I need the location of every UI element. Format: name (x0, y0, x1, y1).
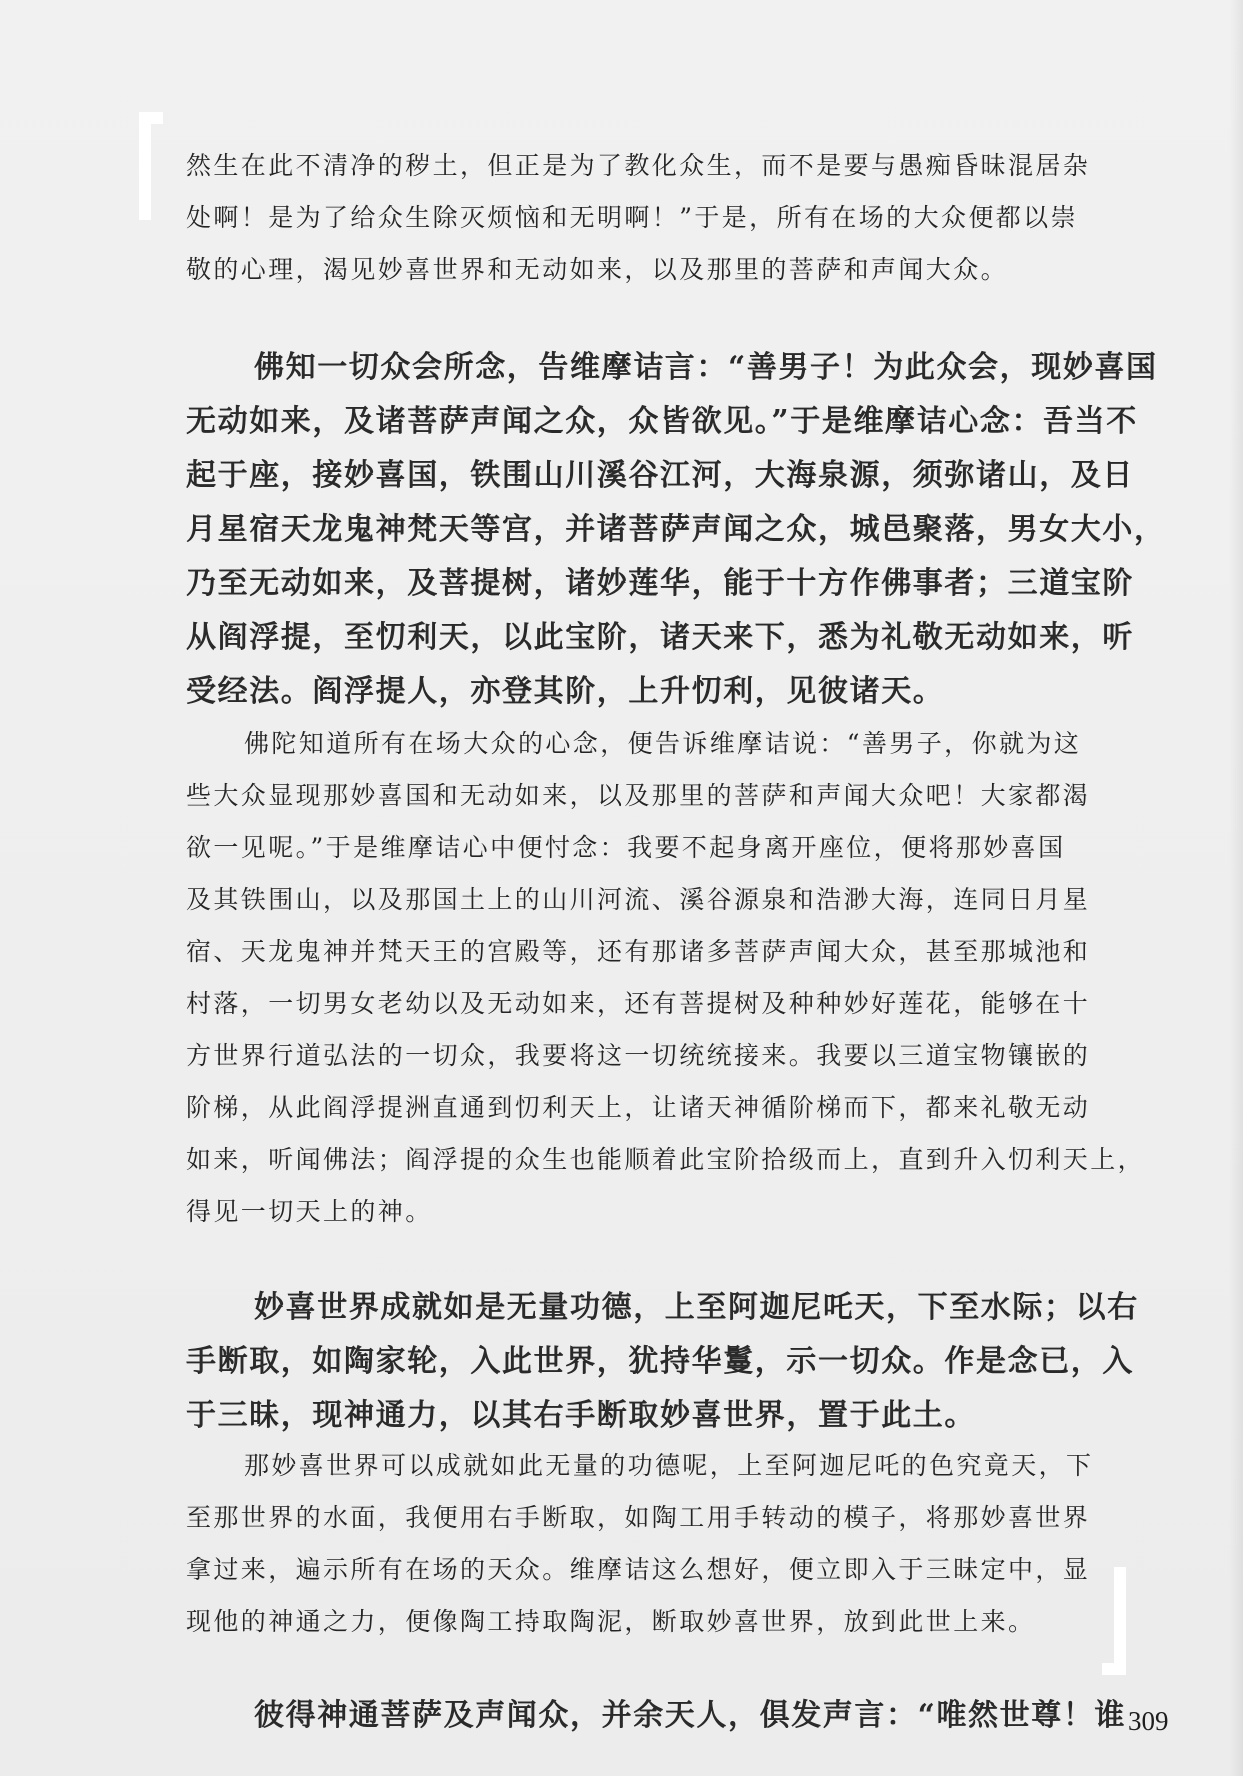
scan-edge-shadow (1229, 0, 1243, 1776)
text-line: 如来，听闻佛法；阎浮提的众生也能顺着此宝阶拾级而上，直到升入忉利天上， (186, 1145, 1146, 1174)
text-line: 方世界行道弘法的一切众，我要将这一切统统接来。我要以三道宝物镶嵌的 (186, 1041, 1091, 1070)
text-line: 宿、天龙鬼神并梵天王的宫殿等，还有那诸多菩萨声闻大众，甚至那城池和 (186, 937, 1091, 966)
text-line: 妙喜世界成就如是无量功德，上至阿迦尼吒天，下至水际；以右 (254, 1290, 1139, 1325)
text-line: 至那世界的水面，我便用右手断取，如陶工用手转动的模子，将那妙喜世界 (186, 1503, 1091, 1532)
text-line: 然生在此不清净的秽土，但正是为了教化众生，而不是要与愚痴昏昧混居杂 (186, 151, 1091, 180)
text-line: 受经法。阎浮提人，亦登其阶，上升忉利，见彼诸天。 (186, 674, 945, 709)
text-line: 欲一见呢。”于是维摩诘心中便忖念：我要不起身离开座位，便将那妙喜国 (186, 833, 1066, 862)
text-line: 佛知一切众会所念，告维摩诘言：“善男子！为此众会，现妙喜国 (254, 350, 1158, 385)
corner-bracket-bottom-right (1102, 1567, 1126, 1675)
text-line: 从阎浮提，至忉利天，以此宝阶，诸天来下，悉为礼敬无动如来，听 (186, 620, 1134, 655)
text-line: 佛陀知道所有在场大众的心念，便告诉维摩诘说：“善男子，你就为这 (244, 729, 1082, 758)
text-line: 现他的神通之力，便像陶工持取陶泥，断取妙喜世界，放到此世上来。 (186, 1607, 1036, 1636)
text-line: 彼得神通菩萨及声闻众，并余天人，俱发声言：“唯然世尊！谁 (254, 1698, 1127, 1733)
text-line: 手断取，如陶家轮，入此世界，犹持华鬘，示一切众。作是念已，入 (186, 1344, 1134, 1379)
text-line: 乃至无动如来，及菩提树，诸妙莲华，能于十方作佛事者；三道宝阶 (186, 566, 1134, 601)
text-line: 月星宿天龙鬼神梵天等宫，并诸菩萨声闻之众，城邑聚落，男女大小， (186, 512, 1166, 547)
page-number: 309 (1128, 1706, 1169, 1736)
text-line: 那妙喜世界可以成就如此无量的功德呢，上至阿迦尼吒的色究竟天，下 (244, 1451, 1094, 1480)
text-line: 得见一切天上的神。 (186, 1197, 433, 1226)
text-line: 敬的心理，渴见妙喜世界和无动如来，以及那里的菩萨和声闻大众。 (186, 255, 1009, 284)
text-line: 拿过来，遍示所有在场的天众。维摩诘这么想好，便立即入于三昧定中，显 (186, 1555, 1091, 1584)
text-line: 起于座，接妙喜国，铁围山川溪谷江河，大海泉源，须弥诸山，及日 (186, 458, 1134, 493)
text-line: 于三昧，现神通力，以其右手断取妙喜世界，置于此土。 (186, 1398, 976, 1433)
text-line: 村落，一切男女老幼以及无动如来，还有菩提树及种种妙好莲花，能够在十 (186, 989, 1091, 1018)
text-line: 处啊！是为了给众生除灭烦恼和无明啊！”于是，所有在场的大众便都以崇 (186, 203, 1078, 232)
corner-bracket-top-left (139, 112, 163, 220)
text-line: 及其铁围山，以及那国土上的山川河流、溪谷源泉和浩渺大海，连同日月星 (186, 885, 1091, 914)
text-line: 无动如来，及诸菩萨声闻之众，众皆欲见。”于是维摩诘心念：吾当不 (186, 404, 1138, 439)
text-line: 阶梯，从此阎浮提洲直通到忉利天上，让诸天神循阶梯而下，都来礼敬无动 (186, 1093, 1091, 1122)
text-line: 些大众显现那妙喜国和无动如来，以及那里的菩萨和声闻大众吧！大家都渴 (186, 781, 1091, 810)
